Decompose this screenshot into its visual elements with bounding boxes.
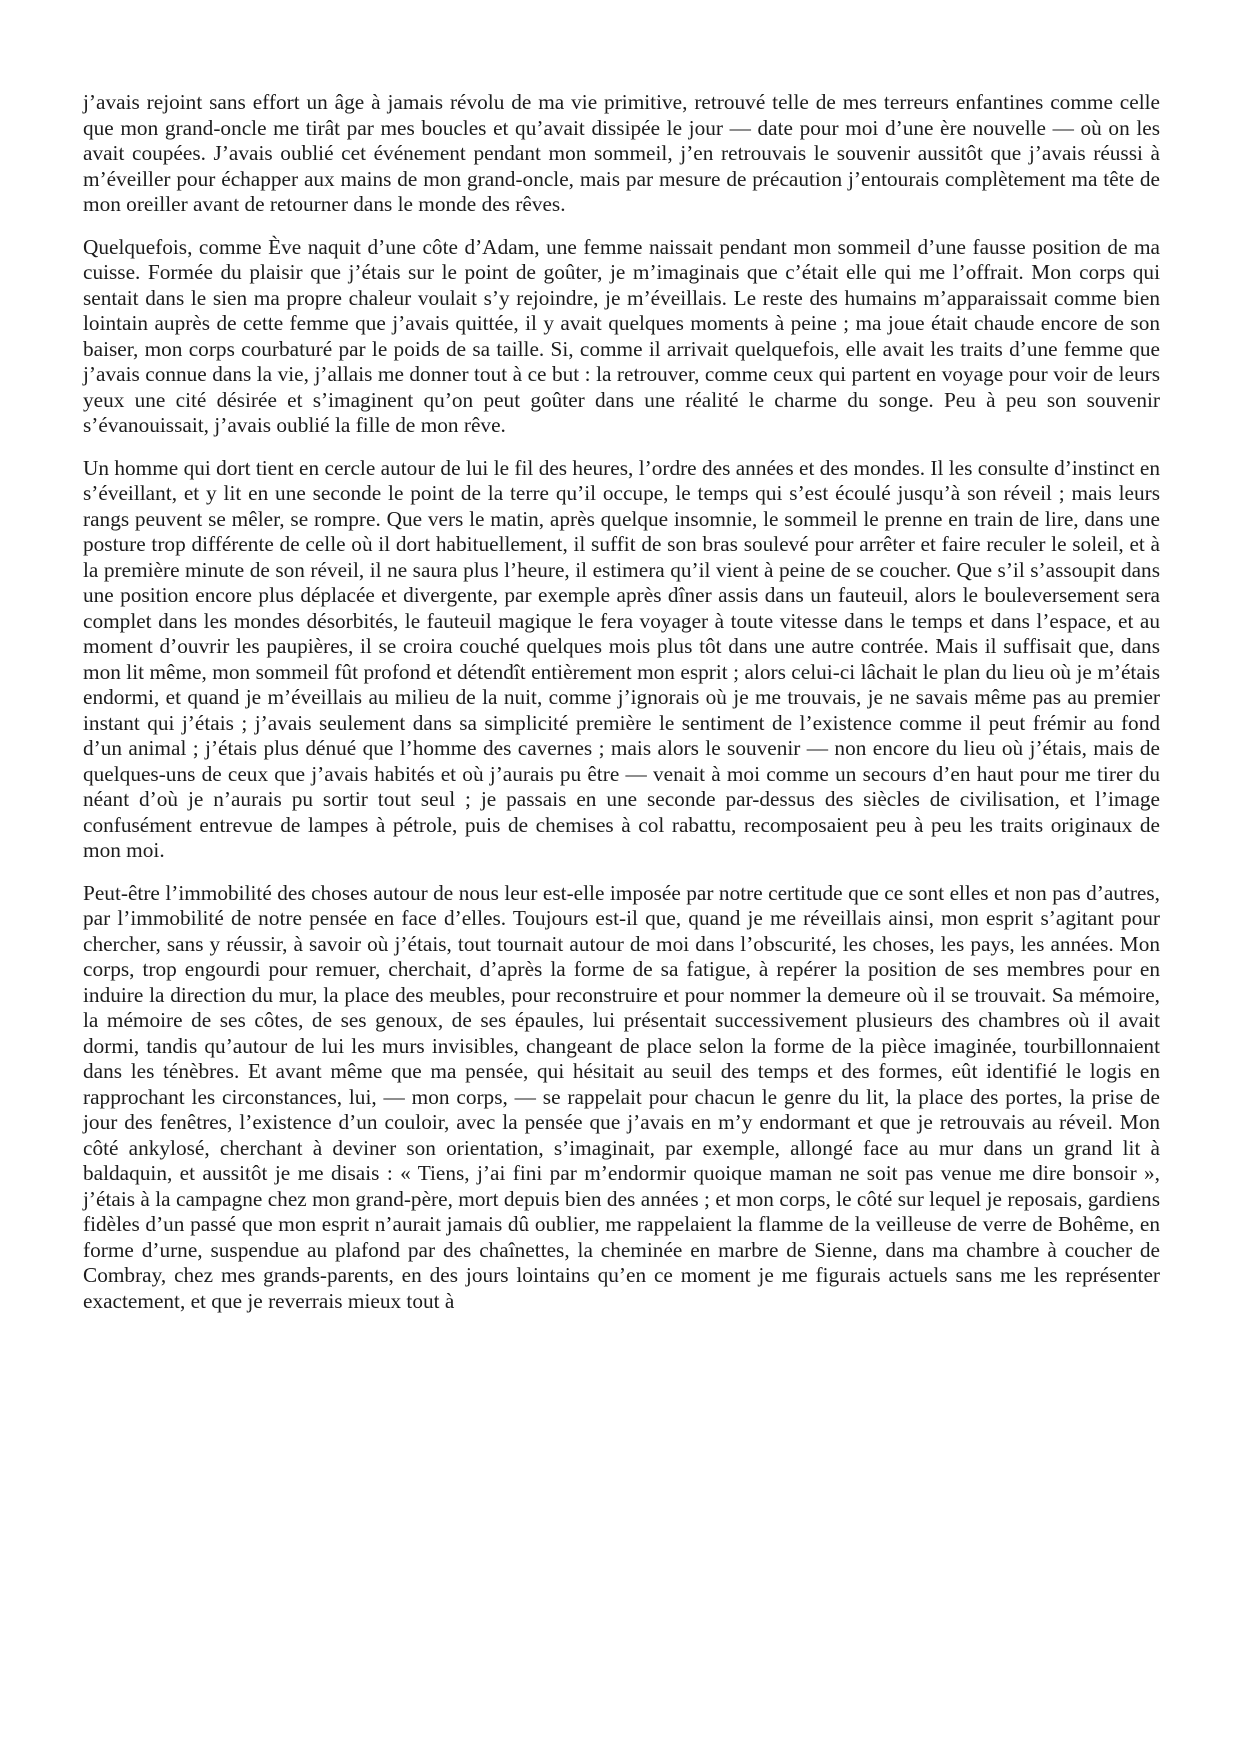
paragraph-1: j’avais rejoint sans effort un âge à jamais révolu de ma vie primitive, retrouvé telle de mes terreurs enfantines comme celle que mon grand-oncle me tirât par mes boucles et qu’avait dissipée le jour — date pour moi d’une ère nouvelle — où on les avait coupées. J’avais oublié cet événement pendant mon sommeil, j’en retrouvais le souvenir aussitôt que j’avais réussi à m’éveiller pour échapper aux mains de mon grand-oncle, mais par mesure de précaution j’entourais complètement ma tête de mon oreiller avant de retourner dans le monde des rêves. [83, 90, 1160, 216]
paragraph-2: Quelquefois, comme Ève naquit d’une côte d’Adam, une femme naissait pendant mon sommeil d’une fausse position de ma cuisse. Formée du plaisir que j’étais sur le point de goûter, je m’imaginais que c’était elle qui me l’offrait. Mon corps qui sentait dans le sien ma propre chaleur voulait s’y rejoindre, je m’éveillais. Le reste des humains m’apparaissait comme bien lointain auprès de cette femme que j’avais quittée, il y avait quelques moments à peine ; ma joue était chaude encore de son baiser, mon corps courbaturé par le poids de sa taille. Si, comme il arrivait quelquefois, elle avait les traits d’une femme que j’avais connue dans la vie, j’allais me donner tout à ce but : la retrouver, comme ceux qui partent en voyage pour voir de leurs yeux une cité désirée et s’imaginent qu’on peut goûter dans une réalité le charme du songe. Peu à peu son souvenir s’évanouissait, j’avais oublié la fille de mon rêve. [83, 234, 1160, 437]
paragraph-3: Un homme qui dort tient en cercle autour de lui le fil des heures, l’ordre des années et des mondes. Il les consulte d’instinct en s’éveillant, et y lit en une seconde le point de la terre qu’il occupe, le temps qui s’est écoulé jusqu’à son réveil ; mais leurs rangs peuvent se mêler, se rompre. Que vers le matin, après quelque insomnie, le sommeil le prenne en train de lire, dans une posture trop différente de celle où il dort habituellement, il suffit de son bras soulevé pour arrêter et faire reculer le soleil, et à la première minute de son réveil, il ne saura plus l’heure, il estimera qu’il vient à peine de se coucher. Que s’il s’assoupit dans une position encore plus déplacée et divergente, par exemple après dîner assis dans un fauteuil, alors le bouleversement sera complet dans les mondes désorbités, le fauteuil magique le fera voyager à toute vitesse dans le temps et dans l’espace, et au moment d’ouvrir les paupières, il se croira couché quelques mois plus tôt dans une autre contrée. Mais il suffisait que, dans mon lit même, mon sommeil fût profond et détendît entièrement mon esprit ; alors celui-ci lâchait le plan du lieu où je m’étais endormi, et quand je m’éveillais au milieu de la nuit, comme j’ignorais où je me trouvais, je ne savais même pas au premier instant qui j’étais ; j’avais seulement dans sa simplicité première le sentiment de l’existence comme il peut frémir au fond d’un animal ; j’étais plus dénué que l’homme des cavernes ; mais alors le souvenir — non encore du lieu où j’étais, mais de quelques-uns de ceux que j’avais habités et où j’aurais pu être — venait à moi comme un secours d’en haut pour me tirer du néant d’où je n’aurais pu sortir tout seul ; je passais en une seconde par-dessus des siècles de civilisation, et l’image confusément entrevue de lampes à pétrole, puis de chemises à col rabattu, recomposaient peu à peu les traits originaux de mon moi. [83, 455, 1160, 862]
paragraph-4: Peut-être l’immobilité des choses autour de nous leur est-elle imposée par notre certitude que ce sont elles et non pas d’autres, par l’immobilité de notre pensée en face d’elles. Toujours est-il que, quand je me réveillais ainsi, mon esprit s’agitant pour chercher, sans y réussir, à savoir où j’étais, tout tournait autour de moi dans l’obscurité, les choses, les pays, les années. Mon corps, trop engourdi pour remuer, cherchait, d’après la forme de sa fatigue, à repérer la position de ses membres pour en induire la direction du mur, la place des meubles, pour reconstruire et pour nommer la demeure où il se trouvait. Sa mémoire, la mémoire de ses côtes, de ses genoux, de ses épaules, lui présentait successivement plusieurs des chambres où il avait dormi, tandis qu’autour de lui les murs invisibles, changeant de place selon la forme de la pièce imaginée, tourbillonnaient dans les ténèbres. Et avant même que ma pensée, qui hésitait au seuil des temps et des formes, eût identifié le logis en rapprochant les circonstances, lui, — mon corps, — se rappelait pour chacun le genre du lit, la place des portes, la prise de jour des fenêtres, l’existence d’un couloir, avec la pensée que j’avais en m’y endormant et que je retrouvais au réveil. Mon côté ankylosé, cherchant à deviner son orientation, s’imaginait, par exemple, allongé face au mur dans un grand lit à baldaquin, et aussitôt je me disais : « Tiens, j’ai fini par m’endormir quoique maman ne soit pas venue me dire bonsoir », j’étais à la campagne chez mon grand-père, mort depuis bien des années ; et mon corps, le côté sur lequel je reposais, gardiens fidèles d’un passé que mon esprit n’aurait jamais dû oublier, me rappelaient la flamme de la veilleuse de verre de Bohême, en forme d’urne, suspendue au plafond par des chaînettes, la cheminée en marbre de Sienne, dans ma chambre à coucher de Combray, chez mes grands-parents, en des jours lointains qu’en ce moment je me figurais actuels sans me les représenter exactement, et que je reverrais mieux tout à [83, 880, 1160, 1313]
body-text [83, 90, 1160, 1331]
